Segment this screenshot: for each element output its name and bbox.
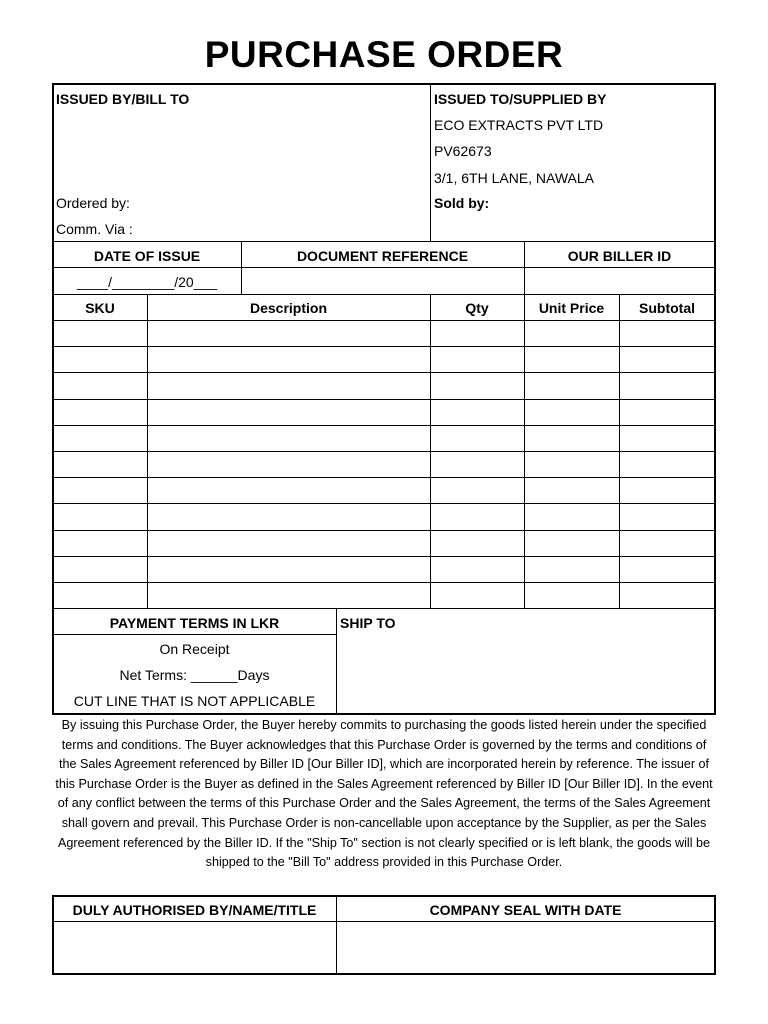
company-seal-label: COMPANY SEAL WITH DATE [429,902,622,918]
table-row [53,503,715,504]
date-of-issue-label: DATE OF ISSUE [93,248,201,264]
table-row [53,451,715,452]
rule [430,294,431,609]
column-header-description: Description [249,300,327,316]
column-header-sku: SKU [85,300,115,316]
bill-to-heading: ISSUED BY/BILL TO [56,91,190,107]
rule [53,921,715,922]
sold-by-label: Sold by: [434,195,490,211]
terms-paragraph: By issuing this Purchase Order, the Buyer hereby commits to purchasing the goods listed herein under the specified terms and conditions. The Buyer acknowledges that this Purchase Order is governed by the terms and conditions of the Sales Agreement referenced by Biller ID [Our Biller ID], which are incorporated herein by reference. The issuer of this Purchase Order is the Buyer as defined in the Sales Agreement referenced by Biller ID [Our Biller ID]. In the event of any conflict between the terms of this Purchase Order and the Sales Agreement, the terms of the Sales Agreement shall govern and prevail. This Purchase Order is non-cancellable upon acceptance by the Supplier, as per the Sales Agreement referenced by the Biller ID. If the "Ship To" section is not clearly specified or is left blank, the goods will be shipped to the "Bill To" address provided in this Purchase Order. [55,718,713,870]
payment-terms-heading: PAYMENT TERMS IN LKR [109,615,280,631]
date-of-issue-value: ____/________/20___ [76,274,218,290]
table-row [53,320,715,321]
supplier-code: PV62673 [434,143,492,159]
column-header-qty: Qty [465,300,489,316]
supplier-address: 3/1, 6TH LANE, NAWALA [434,170,595,186]
payment-option-on-receipt: On Receipt [159,641,230,657]
supplier-heading: ISSUED TO/SUPPLIED BY [434,91,607,107]
page-title: PURCHASE ORDER [204,34,564,75]
document-reference-label: DOCUMENT REFERENCE [296,248,469,264]
rule [336,608,337,714]
ordered-by-label: Ordered by: [56,195,130,211]
comm-via-label: Comm. Via : [56,221,133,237]
rule [53,634,336,635]
our-biller-id-label: OUR BILLER ID [567,248,672,264]
column-header-unit-price: Unit Price [538,300,605,316]
payment-option-net-terms: Net Terms: ______Days [119,667,270,683]
payment-cut-line-note: CUT LINE THAT IS NOT APPLICABLE [73,693,316,709]
rule [619,294,620,609]
rule [147,294,148,609]
ship-to-heading: SHIP TO [340,615,396,631]
table-row [53,425,715,426]
table-row [53,477,715,478]
table-row [53,399,715,400]
table-row [53,530,715,531]
rule [53,241,715,242]
rule [524,294,525,609]
table-row [53,346,715,347]
column-header-subtotal: Subtotal [639,300,695,316]
top-divider [430,84,431,241]
rule [53,608,715,609]
rule [53,267,715,268]
table-row [53,556,715,557]
table-row [53,582,715,583]
rule [53,294,715,295]
supplier-name: ECO EXTRACTS PVT LTD [434,117,604,133]
table-row [53,372,715,373]
duly-authorised-label: DULY AUTHORISED BY/NAME/TITLE [72,902,317,918]
